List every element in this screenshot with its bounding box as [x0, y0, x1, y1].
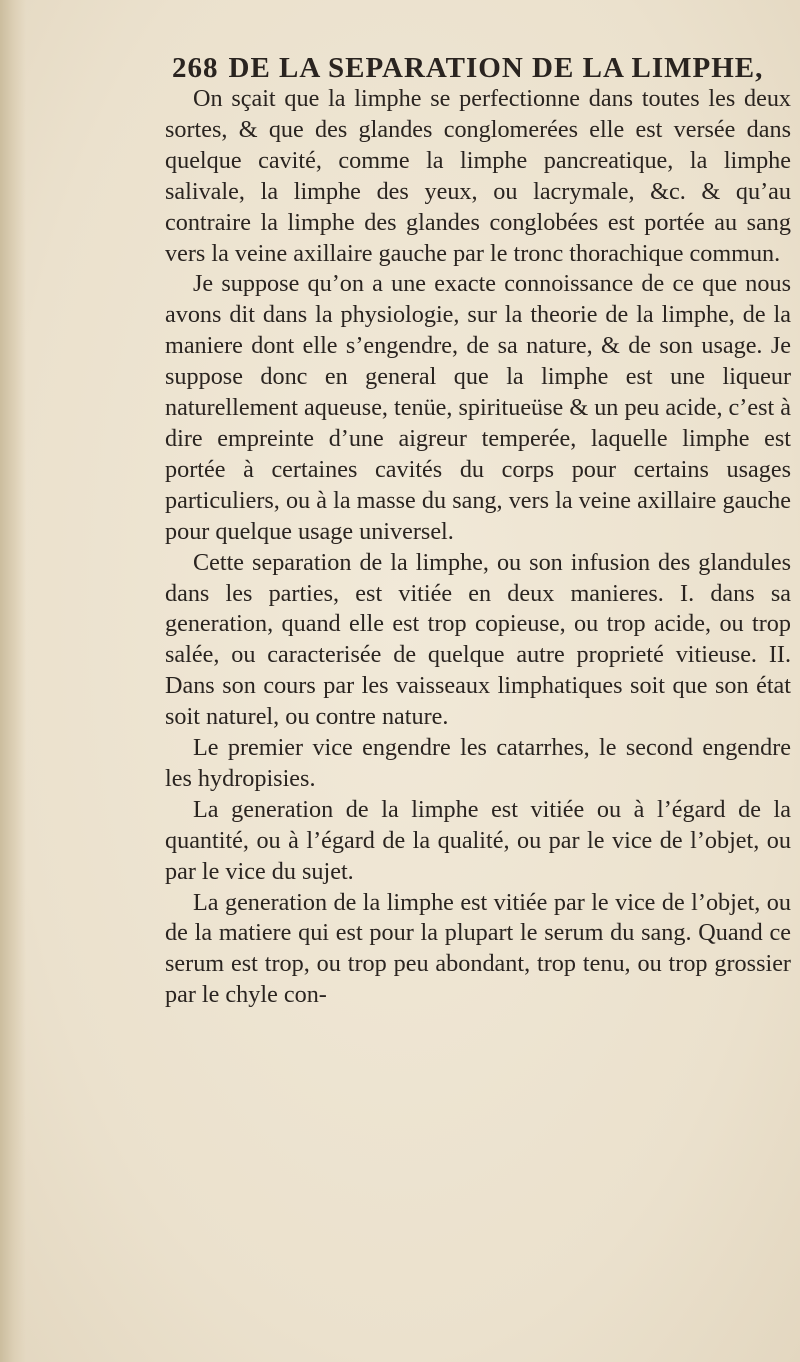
paragraph-2: Je suppose qu’on a une exacte connoissance de ce que nous avons dit dans la physiologie, sur la theorie de la limphe, de la maniere dont elle s’engendre, de sa nature, & de son usage. Je suppose donc en general que la limphe est une liqueur naturellement aqueuse, tenüe, spiritueüse & un peu acide, c’est à dire empreinte d’une aigreur temperée, laquelle limphe est portée à certaines cavités du corps pour certains usages particuliers, ou à la masse du sang, vers la veine axillaire gauche pour quelque usage universel.: [165, 270, 791, 545]
paragraph-4: Le premier vice engendre les catarrhes, le second engendre les hydropisies.: [165, 734, 791, 792]
page-body: [165, 84, 791, 1011]
paragraph-1: On sçait que la limphe se perfectionne dans toutes les deux sortes, & que des glandes conglomerées elle est versée dans quelque cavité, comme la limphe pancreatique, la limphe salivale, la limphe des yeux, ou lacrymale, &c. & qu’au contraire la limphe des glandes conglobées est portée au sang vers la veine axillaire gauche par le tronc thorachique commun.: [165, 85, 791, 267]
running-header: [172, 52, 794, 85]
paragraph-5: La generation de la limphe est vitiée ou à l’égard de la quantité, ou à l’égard de la qualité, ou par le vice de l’objet, ou par le vice du sujet.: [165, 795, 791, 885]
running-title: DE LA SEPARATION DE LA LIMPHE,: [228, 52, 764, 84]
page-number: 268: [172, 52, 219, 84]
paragraph-3: Cette separation de la limphe, ou son infusion des glandules dans les parties, est vitiée en deux manieres. I. dans sa generation, quand elle est trop copieuse, ou trop acide, ou trop salée, ou caracterisée de quelque autre proprieté vitieuse. II. Dans son cours par les vaisseaux limphatiques soit que son état soit naturel, ou contre nature.: [165, 548, 791, 731]
binding-gutter: [0, 0, 26, 1362]
paragraph-6: La generation de la limphe est vitiée par le vice de l’objet, ou de la matiere qui est pour la plupart le serum du sang. Quand ce serum est trop, ou trop peu abondant, trop tenu, ou trop grossier par le chyle con-: [165, 888, 791, 1009]
